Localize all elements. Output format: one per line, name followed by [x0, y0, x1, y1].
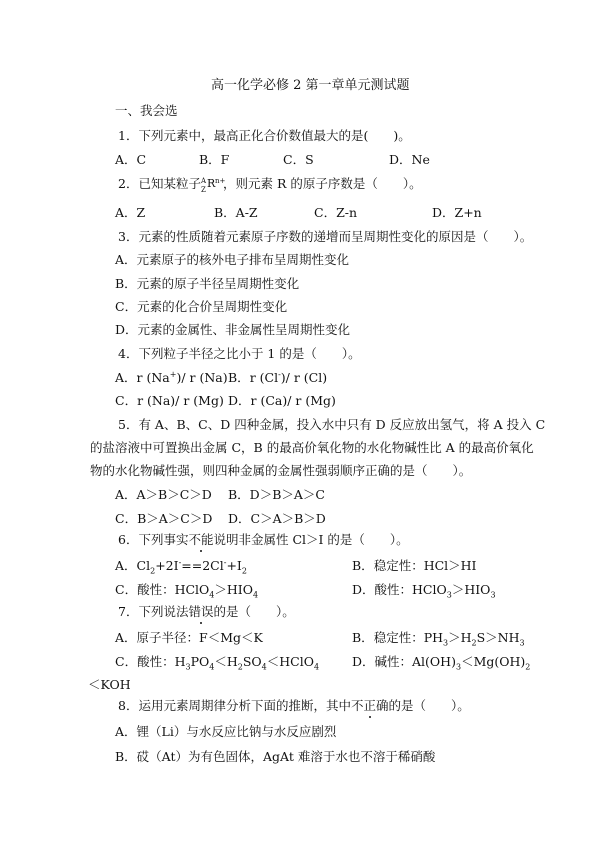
q2-stem-post: ，则元素 R 的原子序数是（ ）。: [222, 176, 422, 191]
q4-d-label: D．: [228, 393, 251, 408]
q6-d-label: D．: [352, 582, 375, 597]
q7-b-t1: 稳定性：PH: [373, 630, 443, 645]
q4-b-text: r (Cl: [249, 370, 279, 385]
q7-d-t1: 碱性：Al(OH): [374, 654, 456, 669]
q4-c-label: C．: [115, 393, 138, 408]
q7-option-d: [352, 654, 530, 670]
q6-c-s1: 4: [209, 590, 215, 600]
q4-b-label: B．: [228, 370, 250, 385]
q2-option-d: D．Z+n: [432, 205, 482, 220]
q6-stem: [118, 532, 409, 548]
q6-a-t1: Cl: [136, 558, 151, 573]
q7-b-t3: S＞NH: [476, 630, 520, 645]
q4-c-text: r (Na)/ r (Mg): [137, 393, 224, 408]
q2-stem-pre: 2．已知某粒子: [118, 176, 201, 191]
q2-option-b: B．A-Z: [214, 205, 258, 220]
q7-d-s2: 2: [525, 662, 531, 672]
q7-c-s5: 4: [313, 662, 320, 672]
q7-c-s1: 3: [185, 662, 191, 672]
q4-option-c: [115, 393, 224, 409]
nuclide-symbol: [200, 176, 226, 194]
q7-a-label: A．: [115, 630, 137, 645]
q7-option-c: [115, 654, 319, 670]
q7-c-s4: 4: [261, 662, 267, 672]
q7-d-s1: 3: [455, 662, 462, 672]
q1-option-d: D．Ne: [389, 152, 430, 167]
q7-c-t1: 酸性：H: [137, 654, 186, 669]
q4-a-text-2: )/ r (Na): [176, 370, 228, 385]
q3-option-d: D．元素的金属性、非金属性呈周期性变化: [115, 322, 351, 337]
q6-d-s1: 3: [446, 590, 452, 600]
q3-option-c: C．元素的化合价呈周期性变化: [115, 299, 288, 314]
q6-d-t1: 酸性：HClO: [374, 582, 447, 597]
q6-b-t1: 稳定性：HCl＞HI: [373, 558, 477, 573]
q7-c-s3: 2: [237, 662, 243, 672]
q6-a-t3: ==2Cl: [181, 558, 224, 573]
q6-option-d: [352, 582, 496, 598]
q7-d-label: D．: [352, 654, 375, 669]
q6-stem-post: 说明非金属性 Cl＞I 的是（ ）。: [213, 532, 409, 547]
q6-stem-pre: 6．下列事实: [118, 532, 189, 547]
q4-a-sup: +: [169, 369, 177, 379]
q1-stem: 1．下列元素中，最高正化合价数值最大的是( )。: [118, 128, 411, 143]
q5-option-d: D．C＞A＞B＞D: [228, 511, 326, 526]
q7-option-b: [352, 630, 525, 646]
q7-stem-post: 的是（ ）。: [213, 604, 295, 619]
q4-option-d: [228, 393, 336, 409]
q6-c-t1: 酸性：HClO: [137, 582, 210, 597]
q7-stem-pre: 7．下列说法: [118, 604, 189, 619]
q7-option-d-wrap: ＜KOH: [88, 677, 131, 692]
q8-stem-post: 的是（ ）。: [388, 698, 470, 713]
q4-option-b: [228, 370, 327, 386]
q6-a-t2: +2I: [155, 558, 179, 573]
q4-b-sup: -: [278, 369, 281, 379]
q4-b-text-2: )/ r (Cl): [280, 370, 328, 385]
q8-option-a: A．锂（Li）与水反应比钠与水反应剧烈: [115, 724, 337, 739]
q2-option-a: A．Z: [115, 205, 146, 220]
q7-c-t4: SO: [242, 654, 262, 669]
q6-d-t2: ＞HIO: [451, 582, 491, 597]
q7-b-t2: ＞H: [448, 630, 472, 645]
q5-stem-line-3: 物的水化物碱性强，则四种金属的金属性强弱顺序正确的是（ ）。: [90, 463, 472, 478]
q4-option-a: [115, 370, 228, 386]
q6-b-label: B．: [352, 558, 374, 573]
q6-a-s4: 2: [241, 566, 247, 576]
q4-d-text: r (Ca)/ r (Mg): [250, 393, 336, 408]
q7-d-t2: ＜Mg(OH): [461, 654, 526, 669]
q5-option-a: A．A＞B＞C＞D: [115, 487, 212, 502]
atomic-number: Z: [200, 186, 206, 194]
q7-b-label: B．: [352, 630, 374, 645]
q7-a-t1: 原子半径：F＜Mg＜K: [136, 630, 263, 645]
q6-option-c: [115, 582, 258, 598]
q7-option-a: [115, 630, 263, 646]
q4-a-label: A．: [115, 370, 137, 385]
q4-stem: 4．下列粒子半径之比小于 1 的是（ ）。: [118, 346, 361, 361]
q3-stem: 3．元素的性质随着元素原子序数的递增而呈周期性变化的原因是（ ）。: [118, 229, 533, 244]
q7-c-s2: 4: [209, 662, 215, 672]
q7-c-t2: PO: [190, 654, 210, 669]
q6-a-s2: -: [178, 557, 182, 567]
q6-option-b: [352, 558, 477, 574]
q7-b-s2: 2: [471, 638, 477, 648]
page-title: 高一化学必修 2 第一章单元测试题: [211, 78, 410, 93]
q6-c-s2: 4: [252, 590, 259, 600]
q7-emphasis: 错误: [188, 604, 214, 619]
q1-option-b: B．F: [199, 152, 230, 167]
q5-stem-line-2: 的盐溶液中可置换出金属 C，B 的最高价氧化物的水化物碱性比 A 的最高价氧化: [90, 440, 534, 455]
q6-emphasis: 不能: [188, 532, 214, 547]
q6-option-a: [115, 558, 247, 574]
q3-option-a: A．元素原子的核外电子排布呈周期性变化: [115, 252, 350, 267]
q1-option-c: C．S: [283, 152, 314, 167]
element-symbol: R: [206, 177, 216, 190]
q1-option-a: A．C: [115, 152, 147, 167]
q7-c-t5: ＜HClO: [266, 654, 314, 669]
q3-option-b: B．元素的原子半径呈周期性变化: [115, 276, 300, 291]
q7-stem: [118, 604, 295, 620]
q8-emphasis: 不正确: [350, 698, 389, 713]
q8-option-b: B．砹（At）为有色固体，AgAt 难溶于水也不溶于稀硝酸: [115, 749, 436, 764]
q7-c-t3: ＜H: [214, 654, 238, 669]
q5-stem-line-1: 5．有 A、B、C、D 四种金属，投入水中只有 D 反应放出氢气，将 A 投入 C: [118, 417, 546, 432]
q8-stem-pre: 8．运用元素周期律分析下面的推断，其中: [118, 698, 351, 713]
q6-a-label: A．: [115, 558, 137, 573]
section-heading: 一、我会选: [115, 103, 178, 118]
q7-c-label: C．: [115, 654, 138, 669]
q2-option-c: C．Z-n: [314, 205, 358, 220]
ion-charge: n+: [214, 177, 226, 185]
q6-a-s3: -: [223, 557, 227, 567]
q6-c-label: C．: [115, 582, 138, 597]
q6-d-s2: 3: [490, 590, 496, 600]
q5-option-c: C．B＞A＞C＞D: [115, 511, 213, 526]
q4-a-text: r (Na: [136, 370, 170, 385]
q6-a-s1: 2: [150, 566, 156, 576]
q6-c-t2: ＞HIO: [214, 582, 253, 597]
q2-stem: [118, 176, 422, 192]
q8-stem: [118, 698, 470, 714]
q7-b-s3: 3: [519, 638, 525, 648]
mass-number: A: [200, 177, 207, 185]
q7-b-s1: 3: [443, 638, 449, 648]
q5-option-b: B．D＞B＞A＞C: [228, 487, 325, 502]
q6-a-t4: +I: [226, 558, 242, 573]
